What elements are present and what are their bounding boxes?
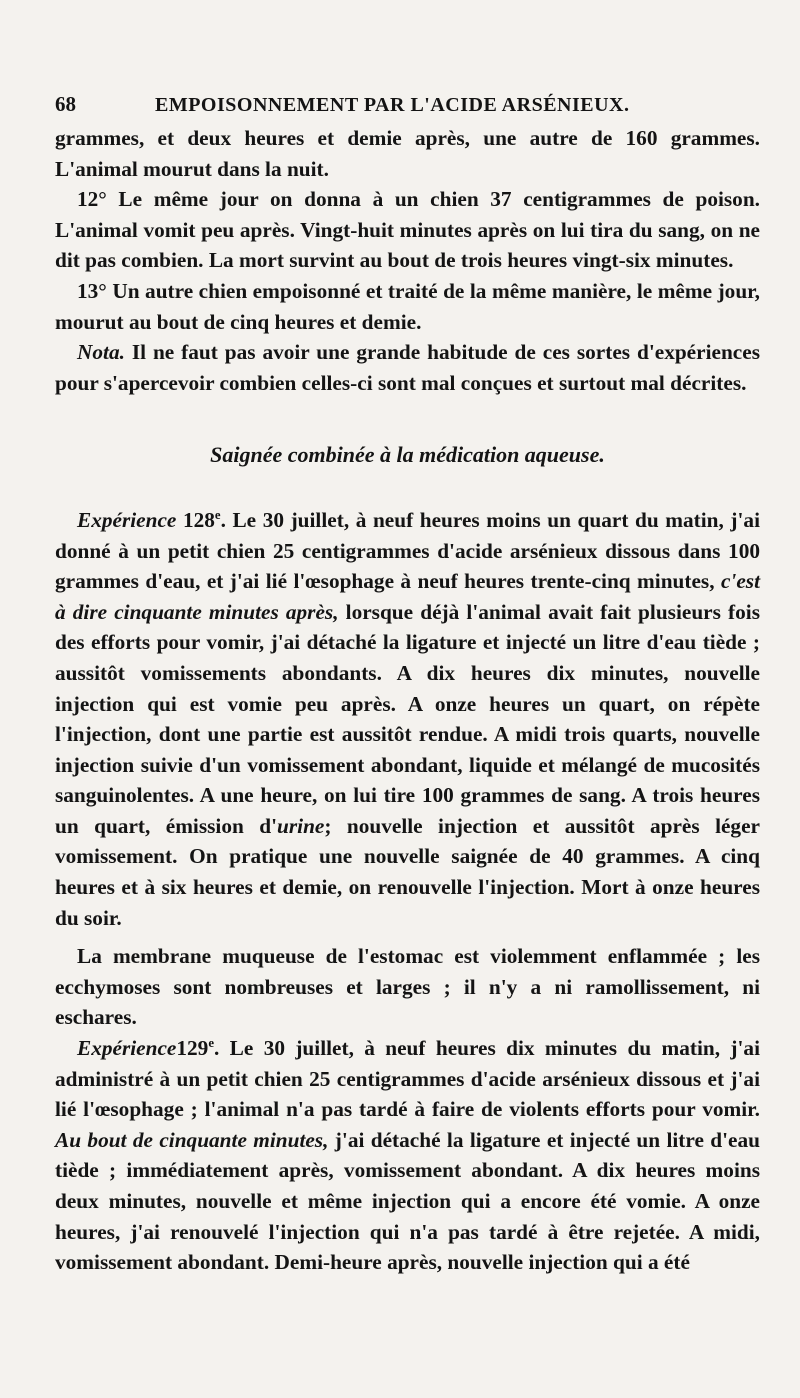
paragraph-continuation: grammes, et deux heures et demie après, une autre de 160 grammes. L'animal mourut dans la nuit. — [55, 126, 760, 181]
experience-128-number: 128 — [176, 507, 215, 532]
experience-129-label: Expérience — [77, 1036, 177, 1061]
section-title: Saignée combinée à la médication aqueuse. — [210, 442, 605, 468]
experience-128-text-1: . Le 30 juillet, à neuf heures moins un quart du matin, j'ai donné à un petit chien 25 centigrammes d'acide arsénieux dissous dans 100 grammes d'eau, et j'ai lié l'œsophage à neuf heures trente-cinq minutes, — [55, 507, 760, 594]
nota-text: Il ne faut pas avoir une grande habitude de ces sortes d'expériences pour s'apercevoir combien celles-ci sont mal conçues et surtout mal décrites. — [55, 340, 760, 395]
experience-128-text-3: ; nouvelle injection et aussitôt après léger vomissement. On pratique une nouvelle saignée de 40 grammes. A cinq heures et à six heures et demie, on renouvelle l'injection. Mort à onze heures du soir. — [55, 813, 760, 930]
experience-128-emphasis-1: c'est à dire cinquante minutes après, — [55, 569, 760, 624]
paragraph-nota — [55, 337, 760, 398]
experience-128-emphasis-2: urine — [277, 813, 325, 838]
paragraph-autopsy-128: La membrane muqueuse de l'estomac est violemment enflammée ; les ecchymoses sont nombreuses et larges ; il n'y a ni ramollissement, ni eschares. — [55, 944, 760, 1030]
experience-128-text-2: lorsque déjà l'animal avait fait plusieurs fois des efforts pour vomir, j'ai détaché la ligature et injecté un litre d'eau tiède ; aussitôt vomissements abondants. A dix heures dix minutes, nouvelle injection qui est vomie peu après. A onze heures un quart, on répète l'injection, dont une partie est aussitôt rendue. A midi trois quarts, nouvelle injection suivie d'un vomissement abondant, liquide et mélangé de mucosités sanguinolentes. A une heure, on lui tire 100 grammes de sang. A trois heures un quart, émission d' — [55, 599, 760, 838]
experience-129-sup: e — [208, 1035, 214, 1050]
paragraph-case-13: 13° Un autre chien empoisonné et traité de la même manière, le même jour, mourut au bout de cinq heures et demie. — [55, 278, 760, 334]
paragraph-case-12: 12° Le même jour on donna à un chien 37 centigrammes de poison. L'animal vomit peu après. Vingt-huit minutes après on lui tira du sang, on ne dit pas combien. La mort survint au bout de trois heures vingt-six minutes. — [55, 187, 760, 273]
running-title: EMPOISONNEMENT PAR L'ACIDE ARSÉNIEUX. — [155, 94, 630, 116]
body-text — [55, 123, 760, 1278]
paragraph-experience-128 — [55, 505, 760, 933]
paragraph-experience-129 — [55, 1033, 760, 1278]
experience-128-label: Expérience — [77, 507, 177, 532]
nota-label: Nota. — [77, 340, 125, 365]
page-number: 68 — [55, 92, 76, 116]
experience-129-text-1: . Le 30 juillet, à neuf heures dix minutes du matin, j'ai administré à un petit chien 25 centigrammes d'acide arsénieux dissous et j'ai lié l'œsophage ; l'animal n'a pas tardé à faire de violents efforts pour vomir. — [55, 1036, 760, 1122]
experience-129-text-2: j'ai détaché la ligature et injecté un litre d'eau tiède ; immédiatement après, vomissement abondant. A dix heures moins deux minutes, nouvelle et même injection qui a encore été vomie. A onze heures, j'ai renouvelé l'injection qui n'a pas tardé à être rejetée. A midi, vomissement abondant. Demi-heure après, nouvelle injection qui a été — [55, 1127, 761, 1275]
experience-129-emphasis-1: Au bout de cinquante minutes, — [55, 1127, 329, 1152]
page-header — [55, 92, 760, 117]
experience-128-sup: e — [214, 507, 221, 522]
experience-129-number: 129 — [176, 1036, 209, 1061]
